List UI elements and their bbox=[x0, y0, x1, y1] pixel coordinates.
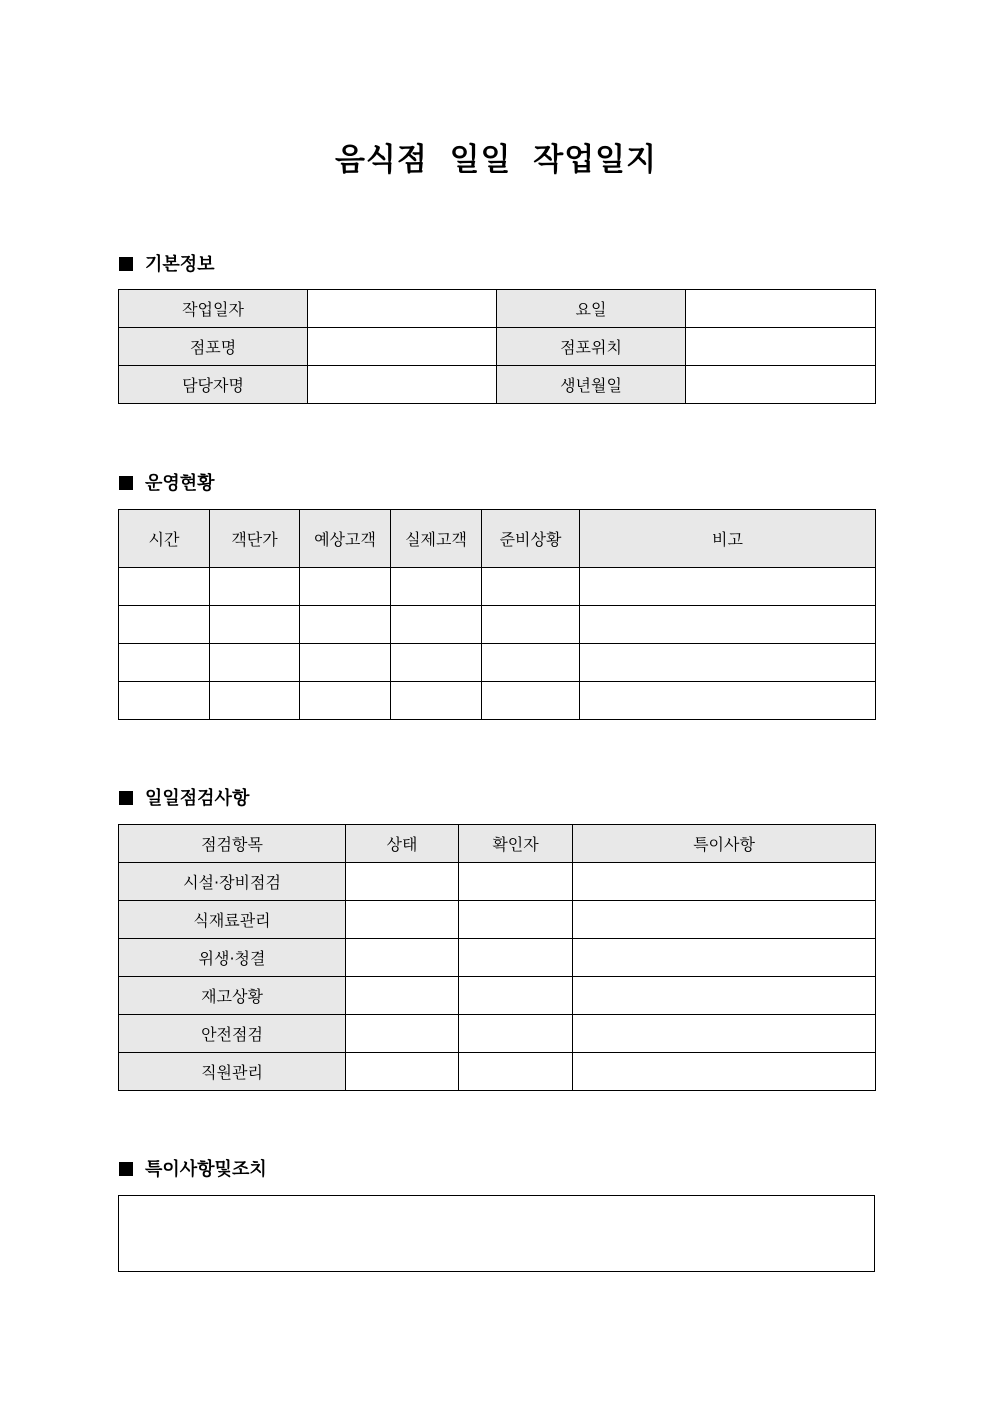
operations-table bbox=[118, 509, 876, 720]
column-header-status: 상태 bbox=[346, 825, 459, 863]
status-cell[interactable] bbox=[346, 1053, 459, 1091]
status-cell[interactable] bbox=[346, 939, 459, 977]
table-row bbox=[119, 328, 876, 366]
expected-customers-cell[interactable] bbox=[300, 568, 391, 606]
actual-customers-cell[interactable] bbox=[391, 606, 482, 644]
column-header-expected-customers: 예상고객 bbox=[300, 510, 391, 568]
square-bullet-icon bbox=[119, 476, 133, 490]
preparation-cell[interactable] bbox=[482, 644, 580, 682]
label-birth-date: 생년월일 bbox=[497, 366, 686, 404]
time-cell[interactable] bbox=[119, 606, 210, 644]
check-item-label: 시설·장비점검 bbox=[119, 863, 346, 901]
checker-cell[interactable] bbox=[459, 901, 573, 939]
remarks-cell[interactable] bbox=[580, 568, 876, 606]
section-heading-remarks bbox=[119, 1158, 267, 1182]
column-header-check-item: 점검항목 bbox=[119, 825, 346, 863]
checker-cell[interactable] bbox=[459, 939, 573, 977]
table-row bbox=[119, 606, 876, 644]
checker-cell[interactable] bbox=[459, 863, 573, 901]
check-item-label: 위생·청결 bbox=[119, 939, 346, 977]
expected-customers-cell[interactable] bbox=[300, 644, 391, 682]
manager-name-field[interactable] bbox=[308, 366, 497, 404]
column-header-avg-spend: 객단가 bbox=[210, 510, 300, 568]
section-heading-basic-info bbox=[119, 253, 215, 277]
table-row bbox=[119, 682, 876, 720]
notes-cell[interactable] bbox=[573, 939, 876, 977]
check-item-label: 식재료관리 bbox=[119, 901, 346, 939]
section-heading-daily-check bbox=[119, 787, 249, 811]
table-row bbox=[119, 1053, 876, 1091]
status-cell[interactable] bbox=[346, 1015, 459, 1053]
label-store-location: 점포위치 bbox=[497, 328, 686, 366]
avg-spend-cell[interactable] bbox=[210, 682, 300, 720]
column-header-time: 시간 bbox=[119, 510, 210, 568]
actual-customers-cell[interactable] bbox=[391, 682, 482, 720]
check-item-label: 직원관리 bbox=[119, 1053, 346, 1091]
avg-spend-cell[interactable] bbox=[210, 644, 300, 682]
table-row bbox=[119, 290, 876, 328]
status-cell[interactable] bbox=[346, 901, 459, 939]
preparation-cell[interactable] bbox=[482, 606, 580, 644]
daily-check-table bbox=[118, 824, 876, 1091]
table-row bbox=[119, 644, 876, 682]
weekday-field[interactable] bbox=[686, 290, 876, 328]
preparation-cell[interactable] bbox=[482, 568, 580, 606]
column-header-remarks: 비고 bbox=[580, 510, 876, 568]
expected-customers-cell[interactable] bbox=[300, 682, 391, 720]
column-header-checker: 확인자 bbox=[459, 825, 573, 863]
notes-cell[interactable] bbox=[573, 1015, 876, 1053]
section-title: 특이사항및조치 bbox=[145, 1159, 267, 1180]
table-row bbox=[119, 568, 876, 606]
time-cell[interactable] bbox=[119, 568, 210, 606]
label-work-date: 작업일자 bbox=[119, 290, 308, 328]
section-title: 운영현황 bbox=[145, 473, 215, 494]
check-item-label: 안전점검 bbox=[119, 1015, 346, 1053]
expected-customers-cell[interactable] bbox=[300, 606, 391, 644]
table-row bbox=[119, 366, 876, 404]
table-header-row bbox=[119, 825, 876, 863]
table-row bbox=[119, 901, 876, 939]
store-name-field[interactable] bbox=[308, 328, 497, 366]
table-header-row bbox=[119, 510, 876, 568]
checker-cell[interactable] bbox=[459, 1053, 573, 1091]
preparation-cell[interactable] bbox=[482, 682, 580, 720]
section-title: 기본정보 bbox=[145, 254, 215, 275]
checker-cell[interactable] bbox=[459, 977, 573, 1015]
status-cell[interactable] bbox=[346, 977, 459, 1015]
time-cell[interactable] bbox=[119, 682, 210, 720]
section-heading-operations bbox=[119, 472, 215, 496]
notes-cell[interactable] bbox=[573, 863, 876, 901]
remarks-cell[interactable] bbox=[580, 682, 876, 720]
basic-info-table bbox=[118, 289, 876, 404]
actual-customers-cell[interactable] bbox=[391, 568, 482, 606]
avg-spend-cell[interactable] bbox=[210, 568, 300, 606]
store-location-field[interactable] bbox=[686, 328, 876, 366]
check-item-label: 재고상황 bbox=[119, 977, 346, 1015]
label-store-name: 점포명 bbox=[119, 328, 308, 366]
notes-cell[interactable] bbox=[573, 901, 876, 939]
work-date-field[interactable] bbox=[308, 290, 497, 328]
section-title: 일일점검사항 bbox=[145, 788, 250, 809]
time-cell[interactable] bbox=[119, 644, 210, 682]
birth-date-field[interactable] bbox=[686, 366, 876, 404]
square-bullet-icon bbox=[119, 257, 133, 271]
document-title: 음식점 일일 작업일지 bbox=[334, 142, 658, 178]
remarks-textarea[interactable] bbox=[118, 1195, 875, 1272]
notes-cell[interactable] bbox=[573, 977, 876, 1015]
remarks-cell[interactable] bbox=[580, 644, 876, 682]
column-header-notes: 특이사항 bbox=[573, 825, 876, 863]
avg-spend-cell[interactable] bbox=[210, 606, 300, 644]
table-row bbox=[119, 977, 876, 1015]
label-weekday: 요일 bbox=[497, 290, 686, 328]
table-row bbox=[119, 863, 876, 901]
table-row bbox=[119, 1015, 876, 1053]
table-row bbox=[119, 939, 876, 977]
square-bullet-icon bbox=[119, 791, 133, 805]
notes-cell[interactable] bbox=[573, 1053, 876, 1091]
square-bullet-icon bbox=[119, 1162, 133, 1176]
remarks-cell[interactable] bbox=[580, 606, 876, 644]
column-header-preparation: 준비상황 bbox=[482, 510, 580, 568]
status-cell[interactable] bbox=[346, 863, 459, 901]
checker-cell[interactable] bbox=[459, 1015, 573, 1053]
label-manager-name: 담당자명 bbox=[119, 366, 308, 404]
column-header-actual-customers: 실제고객 bbox=[391, 510, 482, 568]
actual-customers-cell[interactable] bbox=[391, 644, 482, 682]
